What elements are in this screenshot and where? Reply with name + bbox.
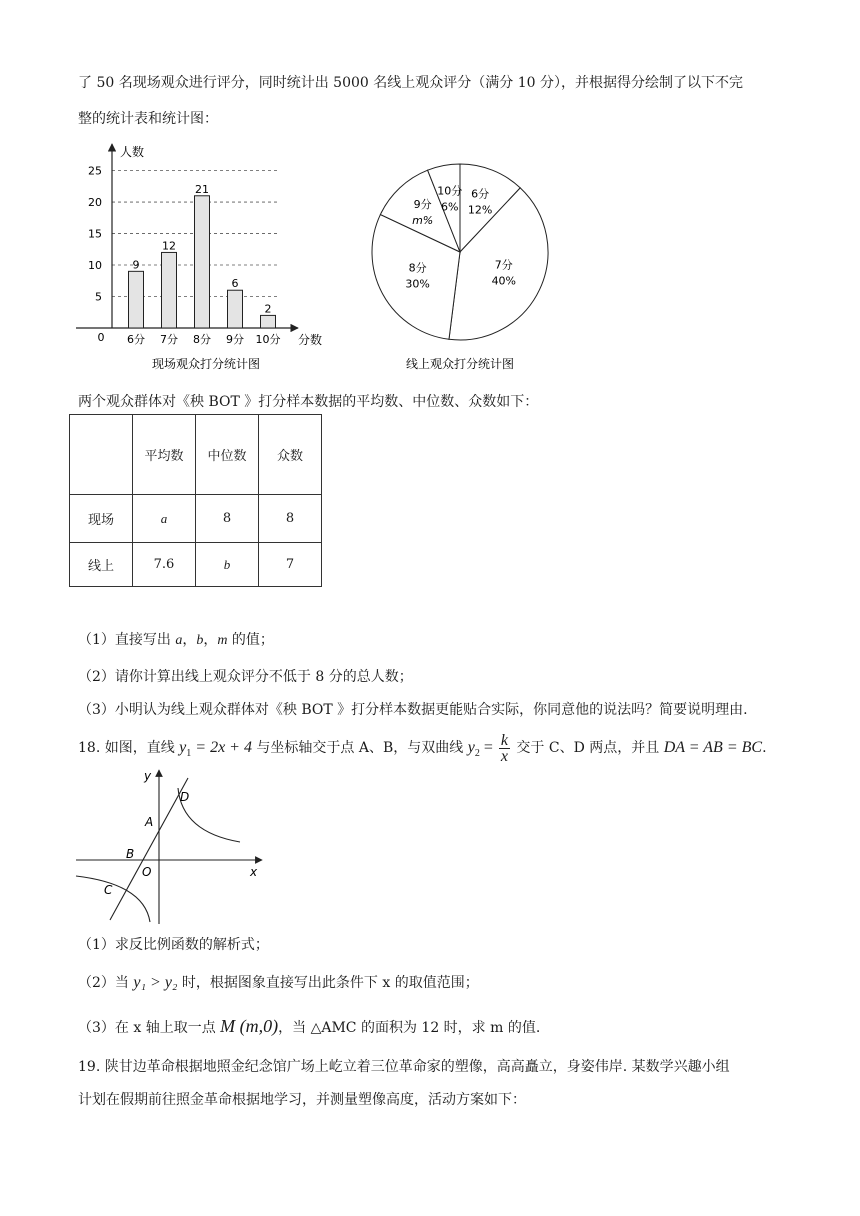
- bar-value-label: 9: [132, 258, 140, 272]
- pie-slice-percent: 30%: [405, 277, 430, 291]
- pie-slice-label: 7分: [494, 258, 513, 272]
- table-header-cell: 平均数: [133, 415, 196, 495]
- x-tick-label: 6分: [127, 333, 145, 346]
- pie-slice-percent: 12%: [467, 203, 493, 217]
- pie-chart: [366, 160, 566, 380]
- label-B: B: [126, 847, 135, 861]
- bar-chart-title: 现场观众打分统计图: [151, 357, 261, 371]
- table-cell: 7: [259, 543, 322, 587]
- table-header-cell: [70, 415, 133, 495]
- pie-chart-title: 线上观众打分统计图: [405, 357, 515, 371]
- table-cell: b: [196, 543, 259, 587]
- table-cell: a: [133, 495, 196, 543]
- table-cell: 8: [259, 495, 322, 543]
- table-cell: 现场: [70, 495, 133, 543]
- table-header-row: [70, 415, 322, 495]
- bar-value-label: 21: [195, 182, 209, 196]
- table-row: [70, 495, 322, 543]
- q18-part-2: （2）当 y₁ > y₂ 时，根据图象直接写出此条件下 x 的取值范围；: [78, 974, 479, 991]
- x-tick-label: 9分: [226, 333, 244, 346]
- function-graph: [72, 766, 272, 926]
- fraction-k-over-x: $\frac{k}{x}$: [500, 731, 508, 765]
- intro-line-2: 整的统计表和统计图：: [78, 111, 218, 127]
- label-O: O: [142, 865, 152, 879]
- label-x: x: [250, 865, 258, 879]
- q17-part-3: （3）小明认为线上观众群体对《秧 BOT 》打分样本数据更能贴合实际，你同意他的说法吗？简要说明理由.: [78, 702, 748, 718]
- bar-value-label: 12: [162, 239, 176, 253]
- pie-slice-percent: m%: [412, 214, 434, 228]
- y-tick-label: 10: [88, 259, 102, 273]
- y-axis-title: 人数: [120, 145, 145, 159]
- y-tick-label: 20: [88, 196, 102, 210]
- x-axis-title: 分数: [298, 333, 323, 347]
- bar: [195, 196, 210, 328]
- q18-part-3: （3）在 x 轴上取一点 M (m,0)，当 △AMC 的面积为 12 时，求 m 的值.: [78, 1016, 541, 1036]
- table-cell: 线上: [70, 543, 133, 587]
- x-tick-label: 8分: [193, 333, 211, 346]
- label-D: D: [180, 790, 190, 804]
- label-y: y: [144, 769, 152, 783]
- q19-line-2: 计划在假期前往照金革命根据地学习，并测量塑像高度，活动方案如下：: [78, 1092, 526, 1108]
- y-tick-label: 15: [88, 227, 102, 241]
- bar: [129, 271, 144, 328]
- bar-chart: [72, 138, 332, 378]
- label-C: C: [104, 883, 113, 897]
- label-A: A: [145, 815, 154, 829]
- table-header-cell: 中位数: [196, 415, 259, 495]
- bar-value-label: 2: [264, 302, 272, 316]
- q17-part-1: （1）直接写出 a，b，m 的值；: [78, 632, 274, 648]
- table-intro: 两个观众群体对《秧 BOT 》打分样本数据的平均数、中位数、众数如下：: [78, 394, 539, 410]
- table-cell: 8: [196, 495, 259, 543]
- pie-slice-label: 8分: [408, 261, 427, 275]
- bar-value-label: 6: [231, 277, 239, 291]
- q18-part-1: （1）求反比例函数的解析式；: [78, 937, 269, 953]
- q18-statement: 18. 如图，直线 $y_1 = 2x + 4$ 与坐标轴交于点 A、B，与双曲线 $y_2$ = $\frac{k}{x}$ 交于 C、D 两点，并且 DA = AB = BC.: [78, 731, 767, 765]
- table-header-cell: 众数: [259, 415, 322, 495]
- bar: [228, 290, 243, 328]
- origin-label: 0: [97, 331, 105, 344]
- intro-line-1: 了 50 名现场观众进行评分，同时统计出 5000 名线上观众评分（满分 10 分），并根据得分绘制了以下不完: [78, 75, 743, 91]
- pie-slice-percent: 6%: [441, 200, 459, 214]
- table-cell: 7.6: [133, 543, 196, 587]
- q17-part-2: （2）请你计算出线上观众评分不低于 8 分的总人数；: [78, 669, 413, 685]
- pie-slice-label: 10分: [437, 184, 463, 198]
- pie-slice-percent: 40%: [491, 274, 517, 288]
- y-tick-label: 5: [95, 290, 102, 304]
- pie-slice-label: 9分: [413, 198, 432, 212]
- bar: [162, 252, 177, 328]
- x-tick-label: 7分: [160, 333, 178, 346]
- q19-line-1: 19. 陕甘边革命根据地照金纪念馆广场上屹立着三位革命家的塑像，高高矗立，身姿伟岸. 某数学兴趣小组: [78, 1059, 730, 1075]
- bar: [261, 315, 276, 328]
- line-y1: [110, 778, 188, 920]
- stats-table: [69, 414, 322, 587]
- pie-slice-label: 6分: [471, 187, 490, 201]
- y-tick-label: 25: [88, 164, 102, 178]
- table-row: [70, 543, 322, 587]
- x-tick-label: 10分: [255, 333, 281, 346]
